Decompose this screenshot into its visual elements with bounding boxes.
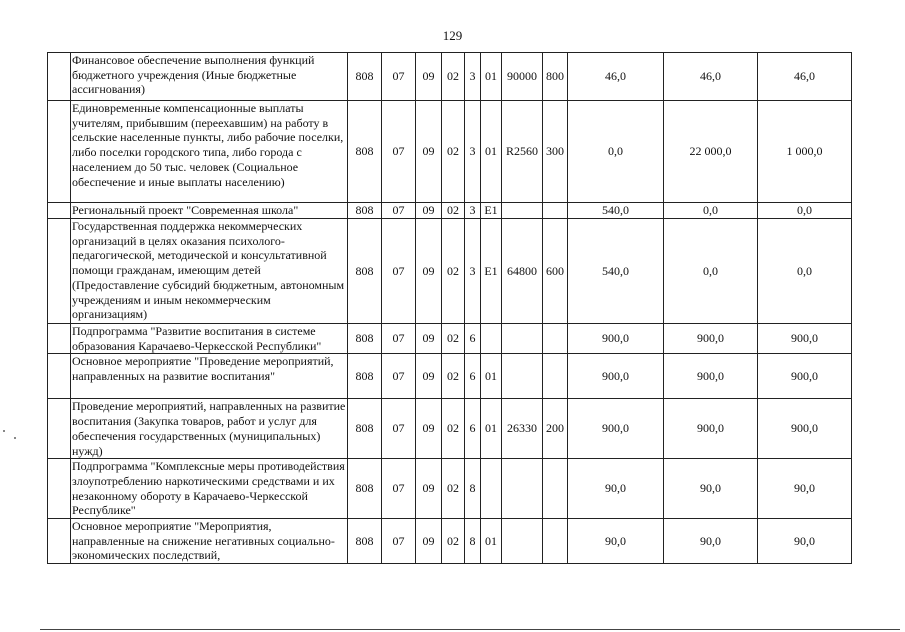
amount-year-2: 90,0 xyxy=(664,519,758,564)
amount-year-1: 540,0 xyxy=(568,219,664,324)
program-code: 02 xyxy=(442,203,465,219)
expense-type-code: 200 xyxy=(543,399,568,459)
row-number-cell xyxy=(48,459,71,519)
ministry-code: 808 xyxy=(348,459,382,519)
program-code: 02 xyxy=(442,324,465,354)
subprogram-code: 3 xyxy=(465,101,481,203)
subsection-code: 09 xyxy=(416,219,442,324)
program-code: 02 xyxy=(442,53,465,101)
expense-type-code xyxy=(543,203,568,219)
subprogram-code: 3 xyxy=(465,219,481,324)
program-code: 02 xyxy=(442,399,465,459)
row-number-cell xyxy=(48,519,71,564)
expense-type-code: 800 xyxy=(543,53,568,101)
page-number: 129 xyxy=(442,28,463,43)
ministry-code: 808 xyxy=(348,53,382,101)
direction-code: R2560 xyxy=(502,101,543,203)
event-code xyxy=(481,324,502,354)
row-name: Подпрограмма "Комплексные меры противодействия злоупотреблению наркотическими средствами и их незаконному обороту в Карачаево-Черкесской Республике" xyxy=(71,459,348,519)
table-row xyxy=(48,203,852,219)
amount-year-1: 90,0 xyxy=(568,459,664,519)
row-name: Основное мероприятие "Мероприятия, направленные на снижение негативных социально-экономических последствий, xyxy=(71,519,348,564)
row-number-cell xyxy=(48,203,71,219)
event-code: 01 xyxy=(481,399,502,459)
event-code: 01 xyxy=(481,101,502,203)
amount-year-2: 0,0 xyxy=(664,219,758,324)
amount-year-1: 900,0 xyxy=(568,399,664,459)
table-row xyxy=(48,219,852,324)
ministry-code: 808 xyxy=(348,399,382,459)
scan-edge-line xyxy=(40,629,900,630)
row-number-cell xyxy=(48,399,71,459)
subprogram-code: 8 xyxy=(465,459,481,519)
subprogram-code: 6 xyxy=(465,324,481,354)
row-name: Государственная поддержка некоммерческих организаций в целях оказания психолого-педагогической, методической и консультативной помощи гражданам, имеющим детей (Предоставление субсидий бюджетным, автономным учреждениям и иным некоммерческим организациям) xyxy=(71,219,348,324)
section-code: 07 xyxy=(382,399,416,459)
expense-type-code: 300 xyxy=(543,101,568,203)
amount-year-3: 0,0 xyxy=(758,203,852,219)
amount-year-3: 1 000,0 xyxy=(758,101,852,203)
budget-table xyxy=(47,52,852,564)
row-number-cell xyxy=(48,101,71,203)
program-code: 02 xyxy=(442,519,465,564)
amount-year-3: 46,0 xyxy=(758,53,852,101)
event-code: E1 xyxy=(481,203,502,219)
amount-year-3: 900,0 xyxy=(758,324,852,354)
row-number-cell xyxy=(48,219,71,324)
row-name: Проведение мероприятий, направленных на развитие воспитания (Закупка товаров, работ и услуг для обеспечения государственных (муниципальных) нужд) xyxy=(71,399,348,459)
amount-year-3: 90,0 xyxy=(758,519,852,564)
subprogram-code: 6 xyxy=(465,354,481,399)
subsection-code: 09 xyxy=(416,53,442,101)
scan-speck xyxy=(14,437,16,439)
program-code: 02 xyxy=(442,219,465,324)
subprogram-code: 3 xyxy=(465,203,481,219)
subprogram-code: 8 xyxy=(465,519,481,564)
event-code xyxy=(481,459,502,519)
subsection-code: 09 xyxy=(416,399,442,459)
ministry-code: 808 xyxy=(348,203,382,219)
expense-type-code xyxy=(543,459,568,519)
amount-year-2: 900,0 xyxy=(664,399,758,459)
event-code: E1 xyxy=(481,219,502,324)
amount-year-3: 0,0 xyxy=(758,219,852,324)
scan-speck xyxy=(3,430,5,432)
program-code: 02 xyxy=(442,354,465,399)
direction-code xyxy=(502,459,543,519)
row-name: Подпрограмма "Развитие воспитания в системе образования Карачаево-Черкесской Республики" xyxy=(71,324,348,354)
section-code: 07 xyxy=(382,53,416,101)
row-name: Единовременные компенсационные выплаты учителям, прибывшим (переехавшим) на работу в сельские населенные пункты, либо рабочие поселки, либо поселки городского типа, либо города с населением до 50 тыс. человек (Социальное обеспечение и иные выплаты населению) xyxy=(71,101,348,203)
table-body xyxy=(48,53,852,564)
direction-code xyxy=(502,203,543,219)
amount-year-3: 90,0 xyxy=(758,459,852,519)
direction-code: 26330 xyxy=(502,399,543,459)
row-number-cell xyxy=(48,324,71,354)
row-number-cell xyxy=(48,354,71,399)
amount-year-3: 900,0 xyxy=(758,354,852,399)
subsection-code: 09 xyxy=(416,354,442,399)
subsection-code: 09 xyxy=(416,519,442,564)
section-code: 07 xyxy=(382,203,416,219)
ministry-code: 808 xyxy=(348,354,382,399)
section-code: 07 xyxy=(382,354,416,399)
direction-code xyxy=(502,519,543,564)
table-row xyxy=(48,399,852,459)
program-code: 02 xyxy=(442,101,465,203)
amount-year-1: 46,0 xyxy=(568,53,664,101)
event-code: 01 xyxy=(481,354,502,399)
event-code: 01 xyxy=(481,53,502,101)
ministry-code: 808 xyxy=(348,101,382,203)
table-row xyxy=(48,53,852,101)
subsection-code: 09 xyxy=(416,101,442,203)
row-number-cell xyxy=(48,53,71,101)
amount-year-1: 900,0 xyxy=(568,324,664,354)
amount-year-2: 900,0 xyxy=(664,324,758,354)
subprogram-code: 6 xyxy=(465,399,481,459)
section-code: 07 xyxy=(382,219,416,324)
program-code: 02 xyxy=(442,459,465,519)
subsection-code: 09 xyxy=(416,324,442,354)
ministry-code: 808 xyxy=(348,219,382,324)
row-name: Основное мероприятие "Проведение мероприятий, направленных на развитие воспитания" xyxy=(71,354,348,399)
amount-year-1: 90,0 xyxy=(568,519,664,564)
expense-type-code xyxy=(543,519,568,564)
ministry-code: 808 xyxy=(348,519,382,564)
section-code: 07 xyxy=(382,101,416,203)
ministry-code: 808 xyxy=(348,324,382,354)
expense-type-code xyxy=(543,354,568,399)
section-code: 07 xyxy=(382,324,416,354)
direction-code: 90000 xyxy=(502,53,543,101)
amount-year-2: 46,0 xyxy=(664,53,758,101)
section-code: 07 xyxy=(382,459,416,519)
amount-year-1: 540,0 xyxy=(568,203,664,219)
table-row xyxy=(48,459,852,519)
subsection-code: 09 xyxy=(416,459,442,519)
row-name: Региональный проект "Современная школа" xyxy=(71,203,348,219)
table-row xyxy=(48,101,852,203)
amount-year-2: 90,0 xyxy=(664,459,758,519)
expense-type-code: 600 xyxy=(543,219,568,324)
expense-type-code xyxy=(543,324,568,354)
subsection-code: 09 xyxy=(416,203,442,219)
subprogram-code: 3 xyxy=(465,53,481,101)
table-row xyxy=(48,324,852,354)
direction-code: 64800 xyxy=(502,219,543,324)
amount-year-2: 900,0 xyxy=(664,354,758,399)
section-code: 07 xyxy=(382,519,416,564)
amount-year-2: 0,0 xyxy=(664,203,758,219)
direction-code xyxy=(502,354,543,399)
amount-year-1: 900,0 xyxy=(568,354,664,399)
event-code: 01 xyxy=(481,519,502,564)
amount-year-3: 900,0 xyxy=(758,399,852,459)
table-row xyxy=(48,519,852,564)
table-row xyxy=(48,354,852,399)
direction-code xyxy=(502,324,543,354)
amount-year-1: 0,0 xyxy=(568,101,664,203)
amount-year-2: 22 000,0 xyxy=(664,101,758,203)
row-name: Финансовое обеспечение выполнения функций бюджетного учреждения (Иные бюджетные ассигнования) xyxy=(71,53,348,101)
